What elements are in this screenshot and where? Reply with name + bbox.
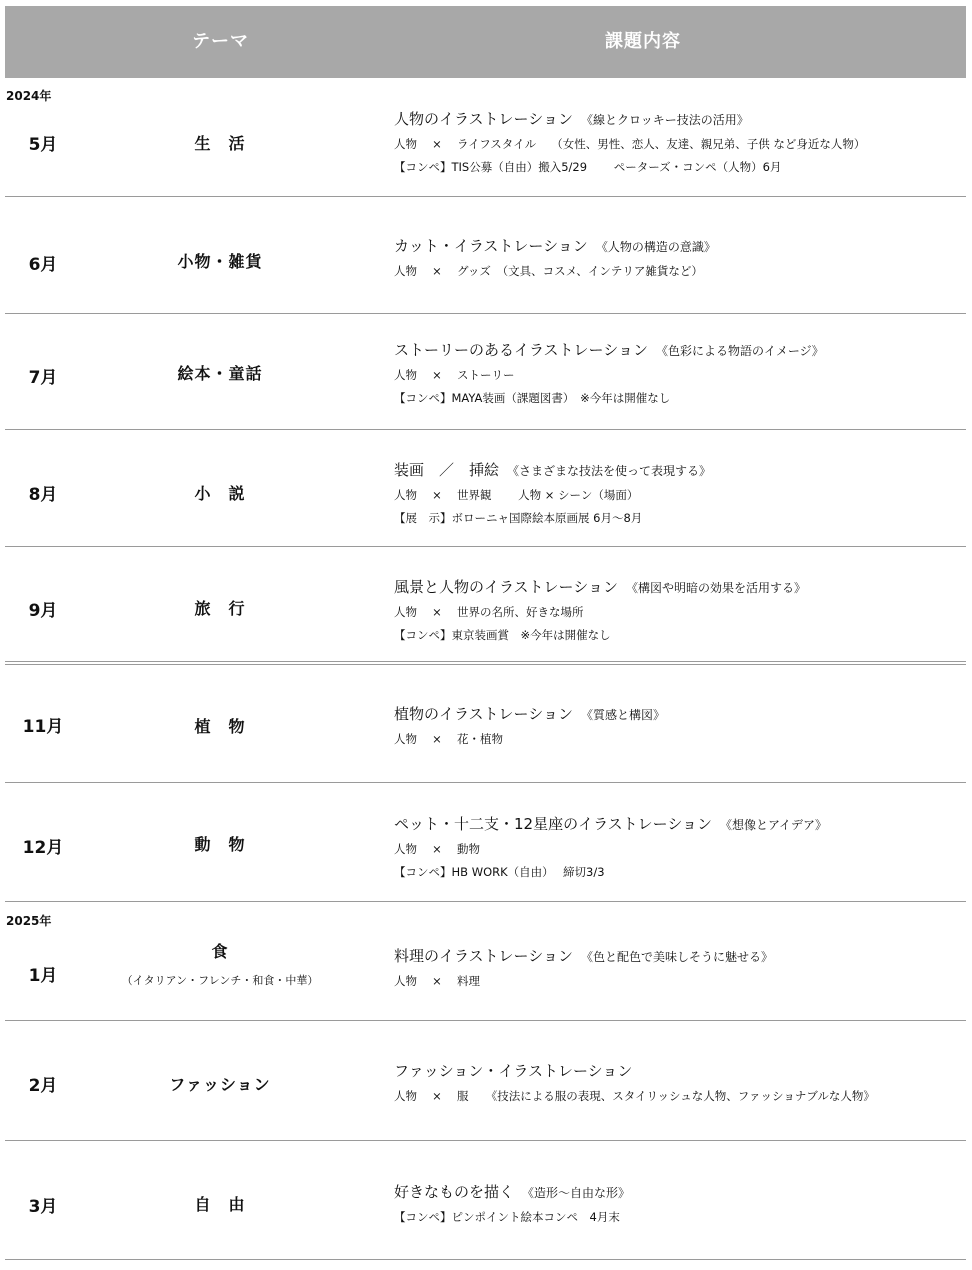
detail-line: 人物 × 花・植物 (394, 732, 503, 746)
title-note: 《線とクロッキー技法の活用》 (580, 113, 749, 127)
content (394, 813, 964, 880)
title-note: 《質感と構図》 (580, 708, 665, 722)
table-row (5, 783, 966, 901)
table-row (5, 197, 966, 313)
detail-line: 人物 × ライフスタイル （女性、男性、恋人、友達、親兄弟、子供 など身近な人物） (394, 137, 866, 151)
detail-line: 【コンペ】東京装画賞 ※今年は開催なし (394, 628, 611, 642)
title-text: 装画 ／ 挿絵 (394, 461, 500, 479)
title-text: カット・イラストレーション (394, 237, 588, 255)
theme: 小 説 (194, 484, 246, 503)
month: 5月 (28, 135, 58, 155)
month: 6月 (28, 255, 58, 275)
theme: 植 物 (194, 717, 246, 736)
content (394, 1060, 964, 1104)
month: 1月 (28, 966, 58, 986)
table-row (5, 1141, 966, 1259)
title-text: 好きなものを描く (394, 1183, 515, 1201)
content-title (394, 339, 964, 360)
detail-line: 【コンペ】HB WORK（自由） 締切3/3 (394, 865, 605, 879)
title-text: 料理のイラストレーション (394, 947, 573, 965)
table-row (5, 665, 966, 782)
title-text: ペット・十二支・12星座のイラストレーション (394, 815, 713, 833)
month: 11月 (22, 717, 64, 737)
month: 12月 (22, 838, 64, 858)
theme: 自 由 (194, 1195, 246, 1214)
title-note: 《さまざまな技法を使って表現する》 (507, 464, 712, 478)
title-note: 《色と配色で美味しそうに魅せる》 (580, 950, 773, 964)
detail-line: 人物 × 料理 (394, 974, 480, 988)
theme: 小物・雑貨 (177, 252, 263, 271)
table-row (5, 547, 966, 661)
month: 7月 (28, 368, 58, 388)
month: 3月 (28, 1197, 58, 1217)
content (394, 1181, 964, 1225)
month: 9月 (28, 601, 58, 621)
table-row (5, 430, 966, 546)
theme: 生 活 (194, 134, 246, 153)
detail-line: 人物 × 服 《技法による服の表現、スタイリッシュな人物、ファッショナブルな人物》 (394, 1089, 875, 1103)
content (394, 576, 964, 643)
title-text: ストーリーのあるイラストレーション (394, 341, 648, 359)
table-row (5, 902, 966, 1021)
content (394, 945, 964, 989)
theme: ファッション (169, 1075, 271, 1094)
content-title (394, 235, 964, 256)
title-text: 風景と人物のイラストレーション (394, 578, 618, 596)
table-header (5, 6, 966, 78)
detail-line: 【コンペ】MAYA装画（課題図書） ※今年は開催なし (394, 391, 671, 405)
content-title (394, 703, 964, 724)
detail-line: 人物 × ストーリー (394, 368, 515, 382)
detail-line: 人物 × グッズ （文具、コスメ、インテリア雑貨など） (394, 264, 703, 278)
detail-line: 人物 × 世界の名所、好きな場所 (394, 605, 584, 619)
content-title (394, 1060, 964, 1081)
title-text: 植物のイラストレーション (394, 705, 573, 723)
content-title (394, 945, 964, 966)
theme: 旅 行 (194, 599, 246, 618)
title-note: 《構図や明暗の効果を活用する》 (625, 581, 806, 595)
year-label-2024: 2024年 (6, 89, 52, 103)
month: 8月 (28, 485, 58, 505)
content (394, 108, 964, 175)
year-label-2025: 2025年 (6, 914, 52, 928)
table-row (5, 78, 966, 197)
content-title (394, 108, 964, 129)
row-divider (5, 1259, 966, 1260)
detail-line: 【展 示】ボローニャ国際絵本原画展 6月〜8月 (394, 511, 643, 525)
title-note: 《想像とアイデア》 (720, 818, 827, 832)
theme: 動 物 (194, 835, 246, 854)
month: 2月 (28, 1076, 58, 1096)
header-theme: テーマ (192, 31, 249, 52)
theme: 絵本・童話 (177, 364, 263, 383)
title-note: 《造形〜自由な形》 (522, 1186, 631, 1200)
theme-subtitle: （イタリアン・フレンチ・和食・中華） (121, 974, 319, 987)
content (394, 339, 964, 406)
content-title (394, 1181, 964, 1202)
content (394, 703, 964, 747)
theme: 食 (211, 942, 229, 961)
table-row (5, 314, 966, 430)
title-text: 人物のイラストレーション (394, 110, 573, 128)
table-row (5, 1021, 966, 1140)
detail-line: 【コンペ】ピンポイント絵本コンペ 4月末 (394, 1210, 620, 1224)
content (394, 235, 964, 279)
detail-line: 人物 × 動物 (394, 842, 480, 856)
detail-line: 【コンペ】TIS公募（自由）搬入5/29 ペーターズ・コンペ（人物）6月 (394, 160, 782, 174)
header-content: 課題内容 (605, 31, 681, 52)
content-title (394, 459, 964, 480)
detail-line: 人物 × 世界観 人物 × シーン（場面） (394, 488, 639, 502)
title-note: 《色彩による物語のイメージ》 (655, 344, 824, 358)
content-title (394, 576, 964, 597)
title-note: 《人物の構造の意識》 (595, 240, 716, 254)
content (394, 459, 964, 526)
title-text: ファッション・イラストレーション (394, 1062, 633, 1080)
content-title (394, 813, 964, 834)
